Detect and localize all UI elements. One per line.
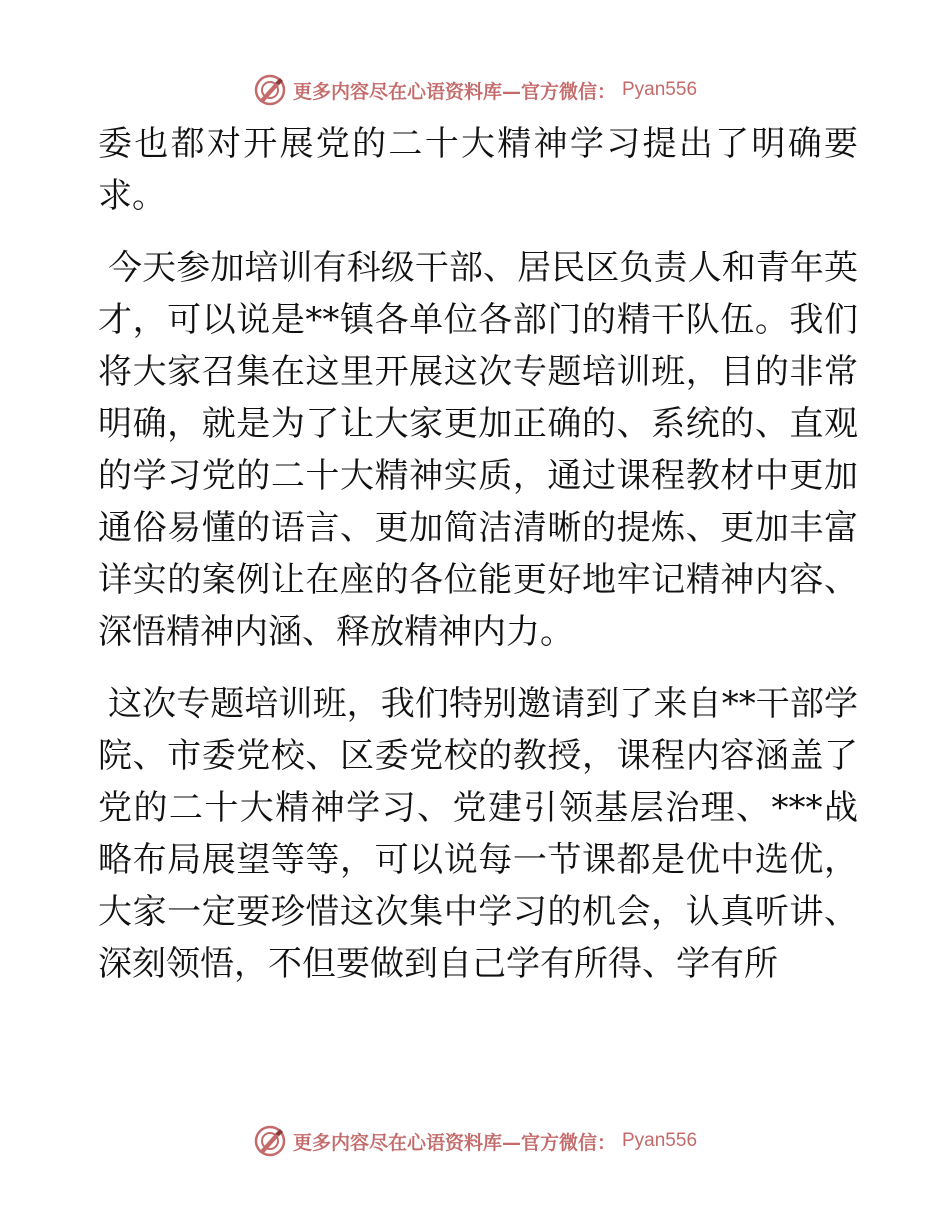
pen-logo-icon <box>253 1124 287 1158</box>
watermark-site-text: 更多内容尽在心语资料库—官方微信： <box>292 1131 616 1154</box>
watermark-wechat-id: Pyan556 <box>622 79 698 100</box>
document-body <box>98 118 858 990</box>
paragraph-2: 今天参加培训有科级干部、居民区负责人和青年英才，可以说是**镇各单位各部门的精干队伍。我们将大家召集在这里开展这次专题培训班，目的非常明确，就是为了让大家更加正确的、系统的、直观的学习党的二十大精神实质，通过课程教材中更加通俗易懂的语言、更加简洁清晰的提炼、更加丰富详实的案例让在座的各位能更好地牢记精神内容、深悟精神内涵、释放精神内力。 <box>98 248 858 652</box>
footer-watermark <box>0 1121 950 1161</box>
watermark-site-text: 更多内容尽在心语资料库—官方微信： <box>292 80 616 103</box>
paragraph-3: 这次专题培训班，我们特别邀请到了来自**干部学院、市委党校、区委党校的教授，课程内容涵盖了党的二十大精神学习、党建引领基层治理、***战略布局展望等等，可以说每一节课都是优中选优，大家一定要珍惜这次集中学习的机会，认真听讲、深刻领悟，不但要做到自己学有所得、学有所 <box>98 684 858 984</box>
header-watermark <box>0 70 950 110</box>
watermark-wechat-id: Pyan556 <box>622 1130 698 1151</box>
pen-logo-icon <box>253 73 287 107</box>
paragraph-1: 委也都对开展党的二十大精神学习提出了明确要求。 <box>98 124 858 216</box>
